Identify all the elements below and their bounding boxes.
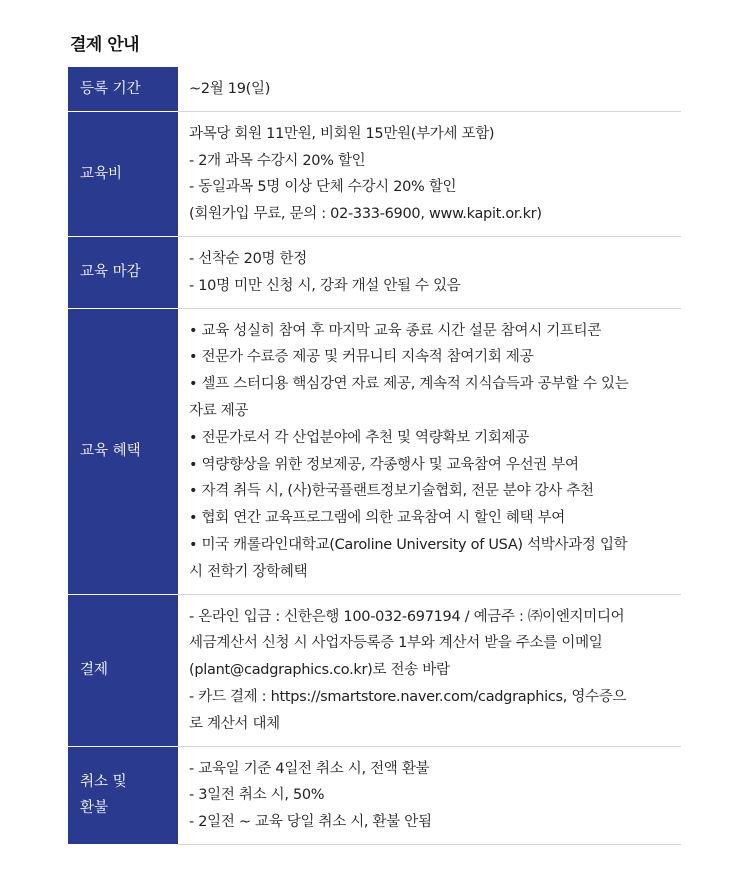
refund-line: - 3일전 취소 시, 50% (189, 787, 325, 804)
row-benefits (68, 308, 681, 594)
benefit-line: • 전문가 수료증 제공 및 커뮤니티 지속적 참여기회 제공 (189, 349, 534, 366)
value-deadline (178, 236, 681, 308)
label-tuition-fee: 교육비 (68, 111, 178, 236)
row-deadline (68, 236, 681, 308)
value-tuition-fee (178, 111, 681, 236)
payment-info-section (68, 30, 681, 845)
row-tuition-fee (68, 111, 681, 236)
benefit-line: • 셀프 스터디용 핵심강연 자료 제공, 계속적 지식습득과 공부할 수 있는 (189, 376, 629, 393)
row-payment (68, 594, 681, 746)
row-registration-period (68, 67, 681, 111)
label-cancel-refund (68, 746, 178, 844)
label-deadline: 교육 마감 (68, 236, 178, 308)
label-cancel-refund-line: 취소 및 (80, 774, 127, 791)
label-benefits: 교육 혜택 (68, 308, 178, 594)
value-cancel-refund (178, 746, 681, 844)
benefit-line: • 전문가로서 각 산업분야에 추천 및 역량확보 기회제공 (189, 429, 529, 446)
section-title: 결제 안내 (70, 35, 140, 55)
benefit-line: • 협회 연간 교육프로그램에 의한 교육참여 시 할인 혜택 부여 (189, 510, 566, 527)
value-registration-period (178, 67, 681, 111)
benefit-line: • 미국 캐롤라인대학교(Caroline University of USA) 석박사과정 입학 (189, 536, 628, 553)
row-cancel-refund (68, 746, 681, 844)
benefit-line: • 역량향상을 위한 정보제공, 각종행사 및 교육참여 우선권 부여 (189, 456, 579, 473)
fee-line: - 동일과목 5명 이상 단체 수강시 20% 할인 (189, 179, 457, 196)
fee-line: 과목당 회원 11만원, 비회원 15만원(부가세 포함) (189, 125, 495, 142)
refund-line: - 교육일 기준 4일전 취소 시, 전액 환불 (189, 760, 430, 777)
refund-line: - 2일전 ~ 교육 당일 취소 시, 환불 안됨 (189, 814, 432, 831)
label-registration-period: 등록 기간 (68, 67, 178, 111)
label-payment: 결제 (68, 594, 178, 746)
deadline-line: - 10명 미만 신청 시, 강좌 개설 안될 수 있음 (189, 277, 461, 294)
period-line: ~2월 19(일) (189, 81, 271, 97)
payment-info-table (68, 67, 681, 845)
payment-line: 로 계산서 대체 (189, 715, 280, 732)
payment-line: (plant@cadgraphics.co.kr)로 전송 바람 (189, 662, 450, 679)
label-cancel-refund-line: 환불 (80, 800, 109, 817)
value-benefits (178, 308, 681, 594)
benefit-line: 시 전학기 장학혜택 (189, 563, 308, 580)
payment-line: - 카드 결제 : https://smartstore.naver.com/cadgraphics, 영수증으 (189, 688, 627, 705)
benefit-line: • 자격 취득 시, (사)한국플랜트정보기술협회, 전문 분야 강사 추천 (189, 483, 594, 500)
benefit-line: • 교육 성실히 참여 후 마지막 교육 종료 시간 설문 참여시 기프티콘 (189, 322, 602, 339)
payment-line: - 온라인 입금 : 신한은행 100-032-697194 / 예금주 : ㈜이엔지미디어 (189, 608, 625, 625)
fee-line: - 2개 과목 수강시 20% 할인 (189, 152, 366, 169)
payment-line: 세금계산서 신청 시 사업자등록증 1부와 계산서 받을 주소를 이메일 (189, 635, 603, 652)
fee-line: (회원가입 무료, 문의 : 02-333-6900, www.kapit.or.kr) (189, 206, 542, 223)
deadline-line: - 선착순 20명 한정 (189, 250, 307, 267)
benefit-line: 자료 제공 (189, 402, 249, 419)
value-payment (178, 594, 681, 746)
